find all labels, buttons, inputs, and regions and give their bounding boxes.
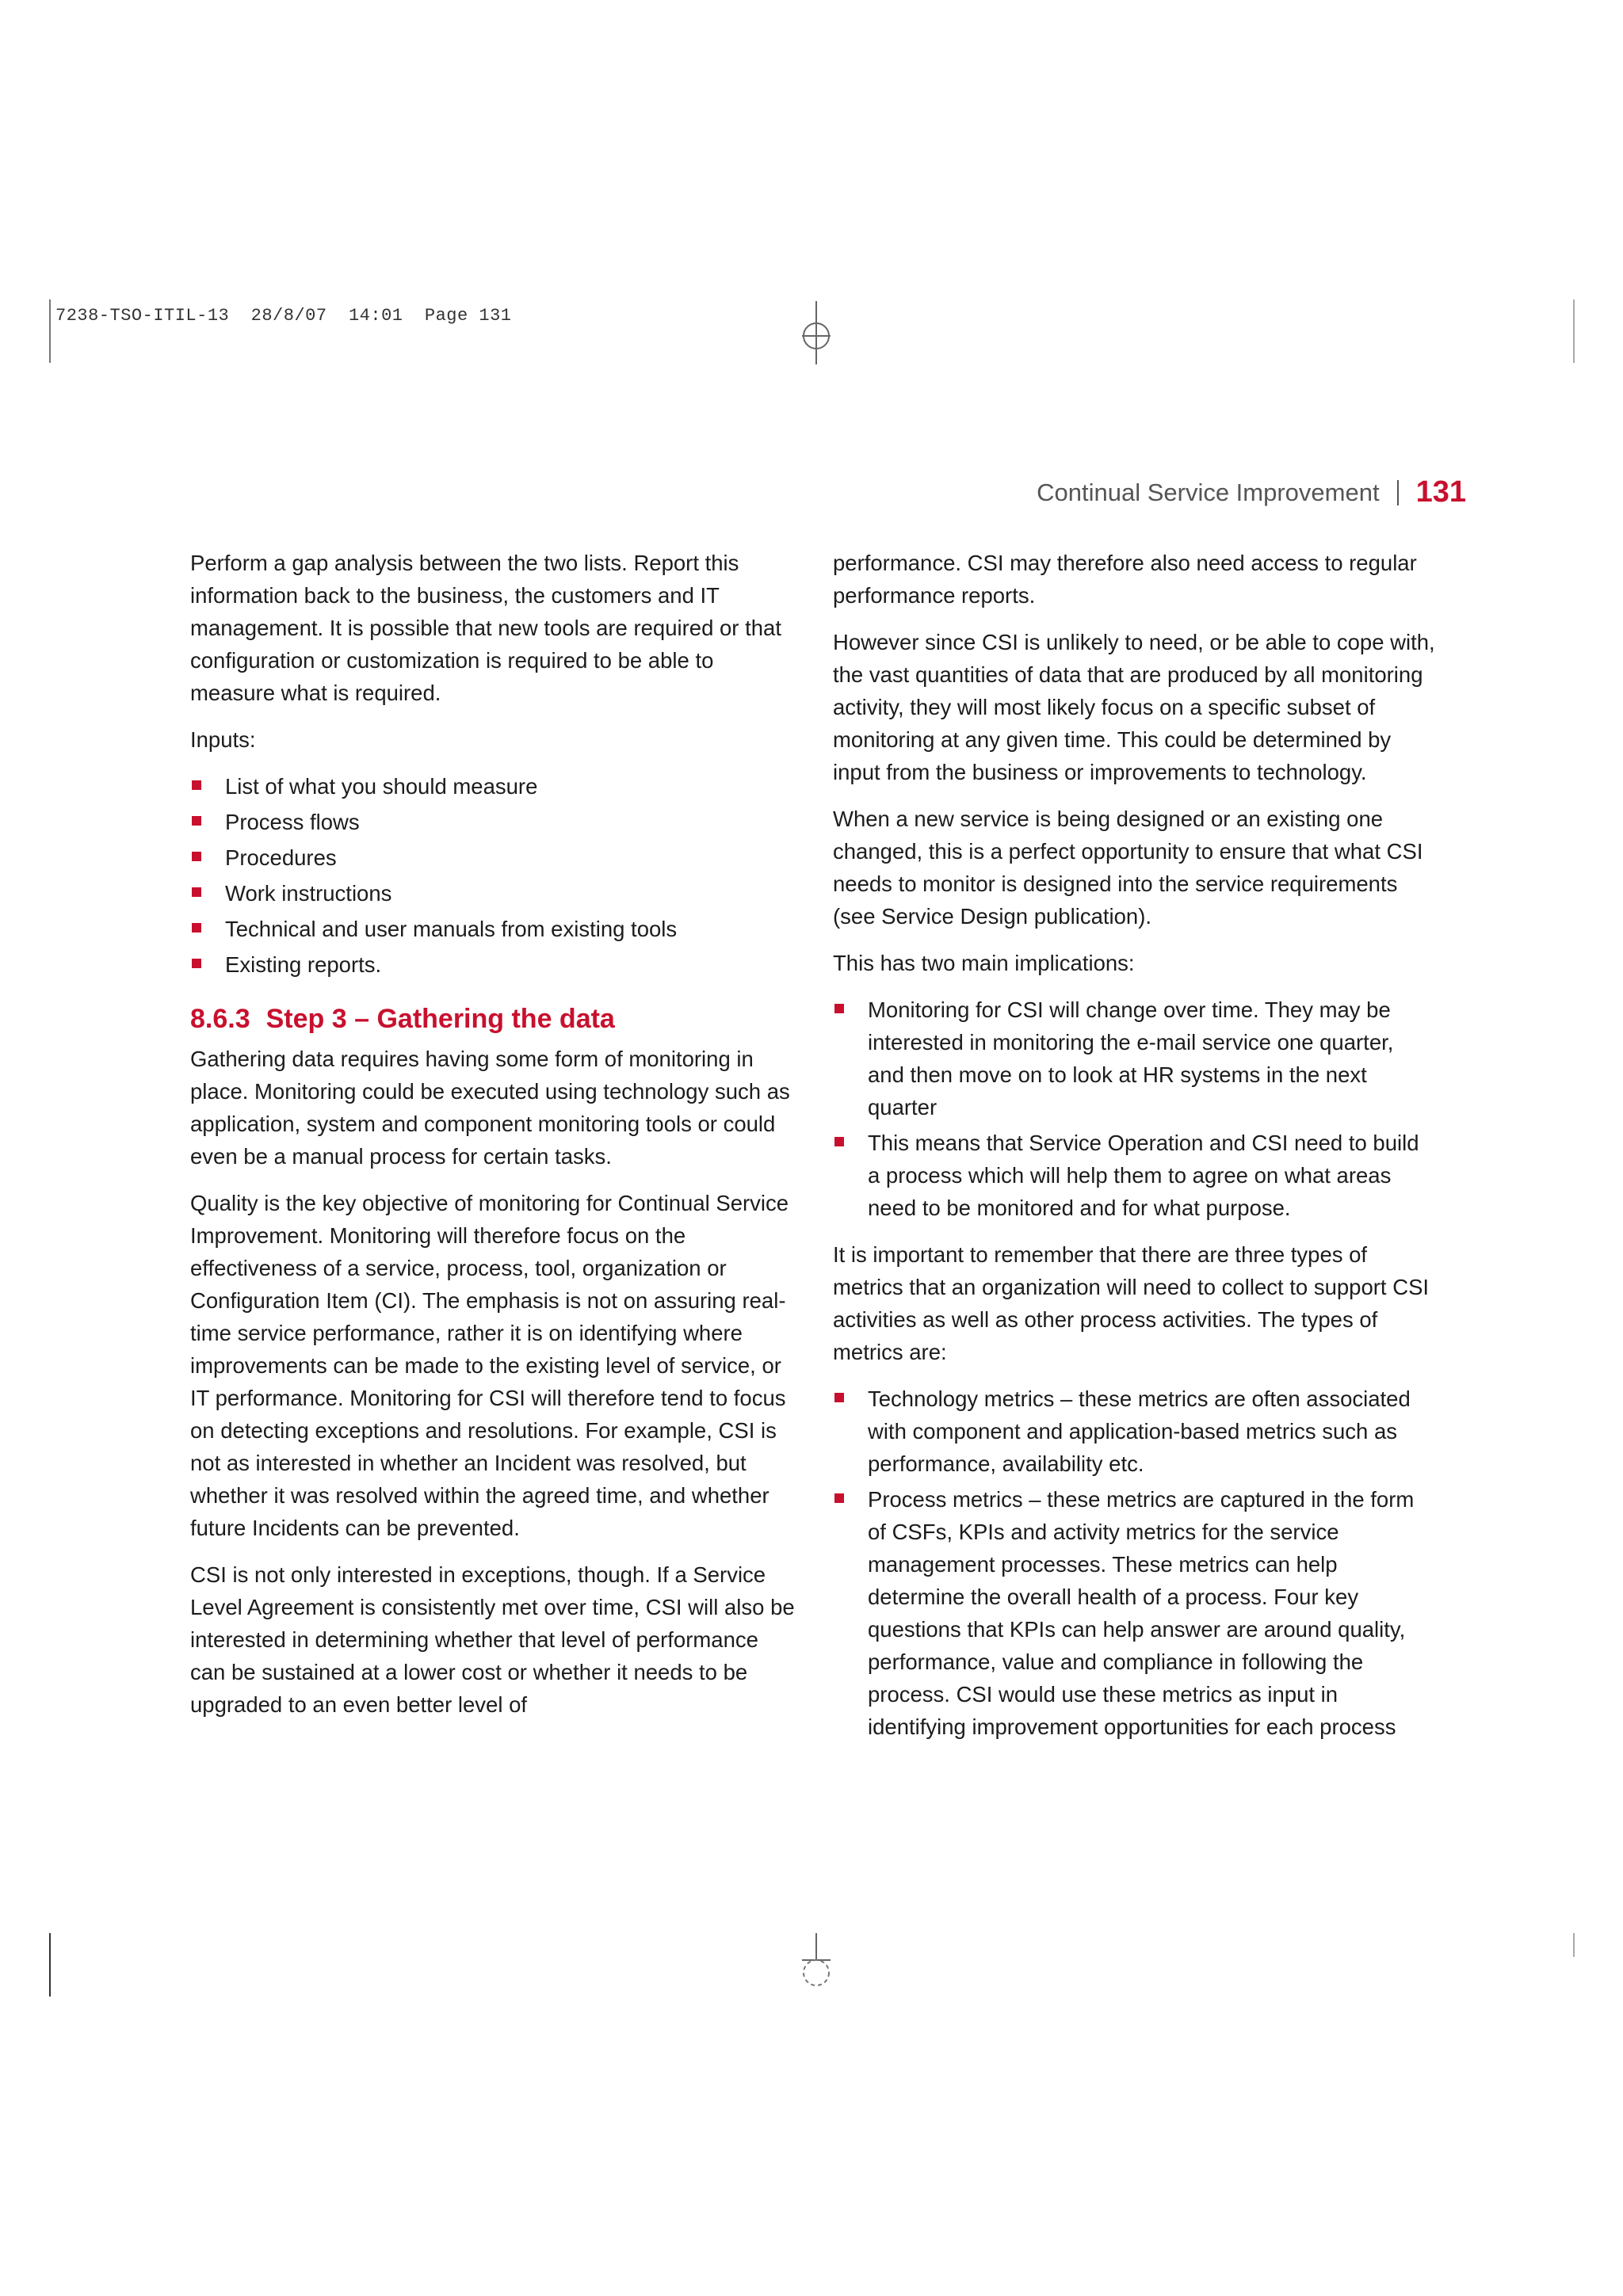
right-column [833,547,1435,1757]
paragraph: However since CSI is unlikely to need, or be able to cope with, the vast quantities of data that are produced by all monitoring activity, they will most likely focus on a specific subset of monitoring at any given time. This could be determined by input from the business or improvements to technology. [833,630,1435,784]
bullet-square-icon [192,923,201,933]
bullet-square-icon [834,1393,844,1402]
list-item: Technology metrics – these metrics are often associated with component and application-based metrics such as performance, availability etc. [833,1383,1435,1480]
trim-mark-top-left [49,299,51,363]
bullet-square-icon [192,959,201,968]
bullet-square-icon [192,852,201,861]
trim-mark-top-right [1573,299,1575,363]
paragraph: performance. CSI may therefore also need access to regular performance reports. [833,551,1417,608]
inputs-label: Inputs: [190,727,256,752]
list-item: Process metrics – these metrics are captured in the form of CSFs, KPIs and activity metrics for the service management processes. These metrics can help determine the overall health of a process. Four key questions that KPIs can help answer are around quality, performance, value and compliance in following the process. CSI would use these metrics as input in identifying improvement opportunities for each process [833,1483,1435,1743]
page-number: 131 [1415,475,1466,509]
left-column [190,547,796,1735]
bullet-square-icon [192,887,201,897]
paragraph: CSI is not only interested in exceptions, though. If a Service Level Agreement is consistently met over time, CSI will also be interested in determining whether that level of performance can be sustained at a lower cost or whether it needs to be upgraded to an even better level of [190,1562,795,1717]
bullet-square-icon [834,1004,844,1013]
list-item: Existing reports. [190,948,796,981]
inputs-list [190,770,796,981]
list-item: Monitoring for CSI will change over time. They may be interested in monitoring the e-mail service one quarter, and then move on to look at HR systems in the next quarter [833,994,1435,1123]
paragraph: This has two main implications: [833,951,1135,975]
section-number: 8.6.3 [190,1004,250,1034]
bullet-square-icon [834,1493,844,1503]
registration-mark-top [792,301,840,364]
running-head-title: Continual Service Improvement [1037,478,1380,506]
paragraph: It is important to remember that there are three types of metrics that an organization will need to collect to support CSI activities as well as other process activities. The types of metrics are: [833,1242,1430,1364]
running-head-divider [1397,480,1399,505]
bullet-square-icon [834,1137,844,1146]
list-item: Technical and user manuals from existing tools [190,913,796,945]
trim-mark-bottom-right [1573,1933,1575,1957]
printer-slug: 7238-TSO-ITIL-13 28/8/07 14:01 Page 131 [55,306,512,326]
list-item: List of what you should measure [190,770,796,803]
paragraph: When a new service is being designed or an existing one changed, this is a perfect opportunity to ensure that what CSI needs to monitor is designed into the service requirements (see Service Design publication). [833,807,1423,929]
implications-list [833,994,1435,1224]
trim-mark-bottom-left [49,1933,51,1997]
bullet-square-icon [192,816,201,826]
metrics-list [833,1383,1435,1743]
section-title: Step 3 – Gathering the data [265,1004,615,1034]
paragraph: Quality is the key objective of monitoring for Continual Service Improvement. Monitoring will therefore focus on the effectiveness of a service, process, tool, organization or Configuration Item (CI). The emphasis is not on assuring real-time service performance, rather it is on identifying where improvements can be made to the existing level of service, or IT performance. Monitoring for CSI will therefore tend to focus on detecting exceptions and resolutions. For example, CSI is not as interested in whether an Incident was resolved, but whether it was resolved within the agreed time, and whether future Incidents can be prevented. [190,1191,789,1540]
running-head [1037,475,1466,509]
list-item: This means that Service Operation and CSI need to build a process which will help them to agree on what areas need to be monitored and for what purpose. [833,1127,1435,1224]
list-item: Process flows [190,806,796,838]
bullet-square-icon [192,780,201,790]
registration-mark-bottom [792,1933,840,1997]
list-item: Work instructions [190,877,796,910]
section-heading [190,1001,796,1036]
list-item: Procedures [190,841,796,874]
paragraph: Gathering data requires having some form of monitoring in place. Monitoring could be executed using technology such as application, system and component monitoring tools or could even be a manual process for certain tasks. [190,1047,790,1169]
paragraph: Perform a gap analysis between the two lists. Report this information back to the business, the customers and IT management. It is possible that new tools are required or that configuration or customization is required to be able to measure what is required. [190,551,781,705]
